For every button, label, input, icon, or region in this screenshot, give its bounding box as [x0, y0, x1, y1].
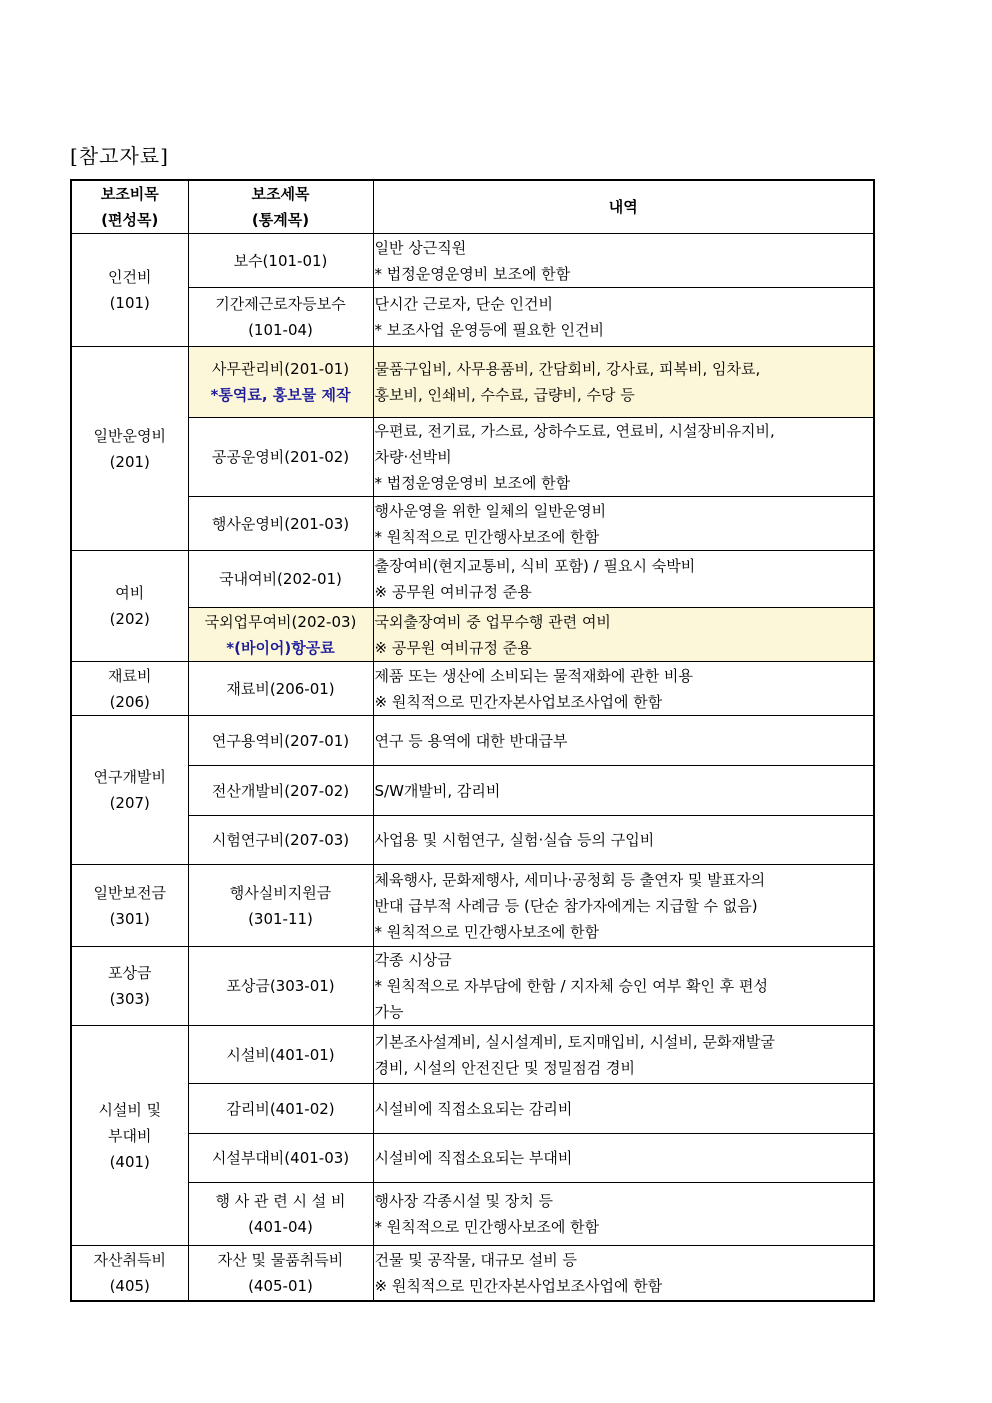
table-row	[71, 551, 874, 608]
header-subcategory: 보조세목 (통계목)	[188, 180, 373, 234]
page-title: [참고자료]	[70, 144, 169, 168]
table-row	[71, 865, 874, 947]
details-cell: 체육행사, 문화제행사, 세미나·공청회 등 출연자 및 발표자의 반대 급부적 사례금 등 (단순 참가자에게는 지급할 수 없음) * 원칙적으로 민간행사보조에 한함	[373, 865, 874, 947]
subcategory-cell: 행사실비지원금 (301-11)	[188, 865, 373, 947]
subcategory-cell: 자산 및 물품취득비 (405-01)	[188, 1246, 373, 1301]
category-cell: 연구개발비 (207)	[71, 716, 188, 865]
subcategory-cell-highlighted: 사무관리비(201-01) *통역료, 홍보물 제작	[188, 347, 373, 418]
subcategory-cell: 기간제근로자등보수 (101-04)	[188, 288, 373, 347]
details-cell: 출장여비(현지교통비, 식비 포함) / 필요시 숙박비 ※ 공무원 여비규정 준용	[373, 551, 874, 608]
table-row	[71, 288, 874, 347]
category-cell: 인건비 (101)	[71, 234, 188, 347]
details-cell: 행사장 각종시설 및 장치 등 * 원칙적으로 민간행사보조에 한함	[373, 1183, 874, 1246]
subcategory-cell: 시설부대비(401-03)	[188, 1134, 373, 1183]
table-row	[71, 1183, 874, 1246]
details-cell: 건물 및 공작물, 대규모 설비 등 ※ 원칙적으로 민간자본사업보조사업에 한함	[373, 1246, 874, 1301]
details-cell: 각종 시상금 * 원칙적으로 자부담에 한함 / 지자체 승인 여부 확인 후 편성 가능	[373, 947, 874, 1026]
subcategory-cell: 전산개발비(207-02)	[188, 766, 373, 816]
subcategory-cell: 시험연구비(207-03)	[188, 816, 373, 865]
category-cell: 포상금 (303)	[71, 947, 188, 1026]
details-cell: 행사운영을 위한 일체의 일반운영비 * 원칙적으로 민간행사보조에 한함	[373, 497, 874, 551]
category-cell: 여비 (202)	[71, 551, 188, 662]
table-row	[71, 716, 874, 766]
details-cell: 우편료, 전기료, 가스료, 상하수도료, 연료비, 시설장비유지비, 차량·선박비 * 법정운영운영비 보조에 한함	[373, 418, 874, 497]
table-row	[71, 947, 874, 1026]
subcategory-note: *(바이어)항공료	[226, 638, 335, 657]
table-row	[71, 497, 874, 551]
subcategory-cell: 포상금(303-01)	[188, 947, 373, 1026]
subcategory-cell: 재료비(206-01)	[188, 662, 373, 716]
details-cell: 제품 또는 생산에 소비되는 물적재화에 관한 비용 ※ 원칙적으로 민간자본사업보조사업에 한함	[373, 662, 874, 716]
subcategory-cell: 공공운영비(201-02)	[188, 418, 373, 497]
subcategory-cell-highlighted: 국외업무여비(202-03) *(바이어)항공료	[188, 608, 373, 662]
details-cell: 사업용 및 시험연구, 실험·실습 등의 구입비	[373, 816, 874, 865]
details-cell-highlighted: 국외출장여비 중 업무수행 관련 여비 ※ 공무원 여비규정 준용	[373, 608, 874, 662]
category-cell: 자산취득비 (405)	[71, 1246, 188, 1301]
details-cell: 일반 상근직원 * 법정운영운영비 보조에 한함	[373, 234, 874, 288]
budget-reference-table	[70, 179, 875, 1302]
subcategory-cell: 국내여비(202-01)	[188, 551, 373, 608]
details-cell: 기본조사설계비, 실시설계비, 토지매입비, 시설비, 문화재발굴 경비, 시설의 안전진단 및 정밀점검 경비	[373, 1026, 874, 1084]
details-cell: 시설비에 직접소요되는 감리비	[373, 1084, 874, 1134]
subcategory-note: *통역료, 홍보물 제작	[210, 386, 351, 404]
table-row	[71, 816, 874, 865]
header-row	[71, 180, 874, 234]
category-cell: 일반운영비 (201)	[71, 347, 188, 551]
table-row	[71, 662, 874, 716]
subcategory-cell: 감리비(401-02)	[188, 1084, 373, 1134]
details-cell: S/W개발비, 감리비	[373, 766, 874, 816]
category-cell: 재료비 (206)	[71, 662, 188, 716]
details-cell: 연구 등 용역에 대한 반대급부	[373, 716, 874, 766]
subcategory-cell: 행사운영비(201-03)	[188, 497, 373, 551]
header-details: 내역	[373, 180, 874, 234]
details-cell: 시설비에 직접소요되는 부대비	[373, 1134, 874, 1183]
category-cell: 일반보전금 (301)	[71, 865, 188, 947]
subcategory-cell: 행 사 관 련 시 설 비 (401-04)	[188, 1183, 373, 1246]
table-row	[71, 1084, 874, 1134]
subcategory-cell: 시설비(401-01)	[188, 1026, 373, 1084]
header-category: 보조비목 (편성목)	[71, 180, 188, 234]
table-row	[71, 1246, 874, 1301]
details-cell: 단시간 근로자, 단순 인건비 * 보조사업 운영등에 필요한 인건비	[373, 288, 874, 347]
subcategory-cell: 보수(101-01)	[188, 234, 373, 288]
table-row	[71, 234, 874, 288]
table-row	[71, 1134, 874, 1183]
table-row	[71, 418, 874, 497]
table-row	[71, 347, 874, 418]
table-row	[71, 1026, 874, 1084]
category-cell: 시설비 및 부대비 (401)	[71, 1026, 188, 1246]
subcategory-cell: 연구용역비(207-01)	[188, 716, 373, 766]
table-row	[71, 608, 874, 662]
table-row	[71, 766, 874, 816]
details-cell-highlighted: 물품구입비, 사무용품비, 간담회비, 강사료, 피복비, 임차료, 홍보비, 인쇄비, 수수료, 급량비, 수당 등	[373, 347, 874, 418]
